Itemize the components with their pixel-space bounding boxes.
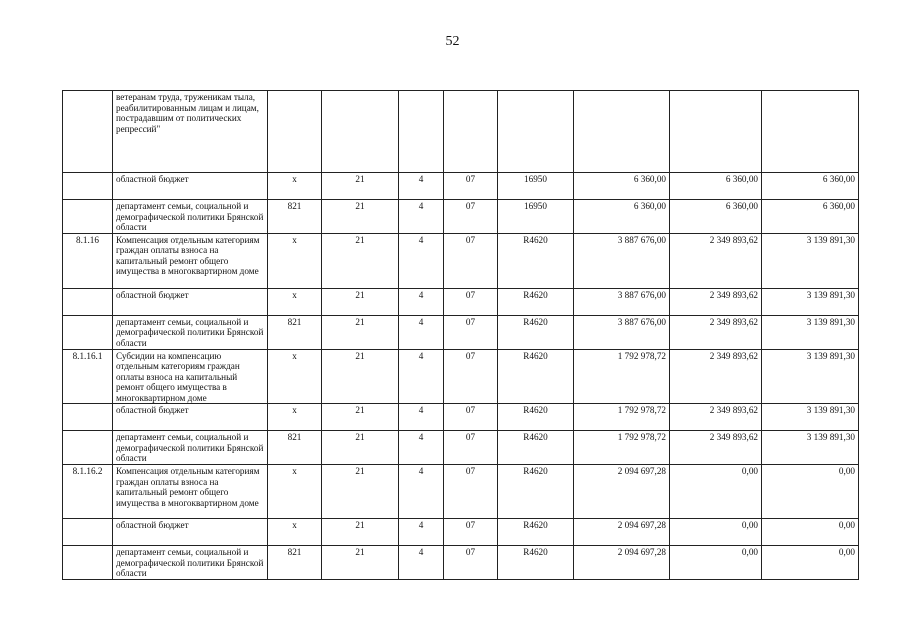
cell-code: R4620 xyxy=(498,404,574,431)
row-number xyxy=(63,431,113,465)
cell-pr: 4 xyxy=(399,315,444,349)
cell-grbs: х xyxy=(268,288,322,315)
cell-amount-1: 6 360,00 xyxy=(574,173,670,200)
cell-amount-1: 6 360,00 xyxy=(574,200,670,234)
cell-csr: 07 xyxy=(444,173,498,200)
cell-amount-3: 0,00 xyxy=(762,519,859,546)
cell-code: R4620 xyxy=(498,288,574,315)
table-row xyxy=(63,200,859,234)
row-number xyxy=(63,91,113,173)
cell-csr: 07 xyxy=(444,465,498,519)
cell-amount-3 xyxy=(762,91,859,173)
cell-csr xyxy=(444,91,498,173)
row-description: областной бюджет xyxy=(113,288,268,315)
cell-code: R4620 xyxy=(498,315,574,349)
cell-amount-3: 0,00 xyxy=(762,465,859,519)
cell-amount-3: 6 360,00 xyxy=(762,173,859,200)
row-number: 8.1.16.2 xyxy=(63,465,113,519)
table-row xyxy=(63,288,859,315)
cell-code: R4620 xyxy=(498,546,574,580)
cell-grbs: 821 xyxy=(268,546,322,580)
table-row xyxy=(63,233,859,288)
cell-csr: 07 xyxy=(444,519,498,546)
cell-csr: 07 xyxy=(444,546,498,580)
cell-pr: 4 xyxy=(399,233,444,288)
row-number xyxy=(63,288,113,315)
cell-pr: 4 xyxy=(399,173,444,200)
cell-code: R4620 xyxy=(498,233,574,288)
table-row xyxy=(63,349,859,404)
cell-rz: 21 xyxy=(322,349,399,404)
cell-code: 16950 xyxy=(498,173,574,200)
cell-pr: 4 xyxy=(399,200,444,234)
row-number xyxy=(63,200,113,234)
cell-amount-1: 3 887 676,00 xyxy=(574,233,670,288)
cell-rz: 21 xyxy=(322,200,399,234)
cell-rz xyxy=(322,91,399,173)
row-description: департамент семьи, социальной и демографической политики Брянской области xyxy=(113,431,268,465)
cell-pr: 4 xyxy=(399,288,444,315)
cell-amount-2: 2 349 893,62 xyxy=(670,233,762,288)
cell-amount-1: 1 792 978,72 xyxy=(574,431,670,465)
cell-csr: 07 xyxy=(444,200,498,234)
cell-code: R4620 xyxy=(498,431,574,465)
cell-code xyxy=(498,91,574,173)
cell-grbs: х xyxy=(268,233,322,288)
page-number: 52 xyxy=(445,34,460,49)
row-description: Субсидии на компенсацию отдельным категориям граждан оплаты взноса на капитальный ремонт общего имущества в многоквартирном доме xyxy=(113,349,268,404)
cell-amount-2 xyxy=(670,91,762,173)
cell-pr xyxy=(399,91,444,173)
table-row xyxy=(63,546,859,580)
cell-code: 16950 xyxy=(498,200,574,234)
table-row xyxy=(63,431,859,465)
cell-amount-2: 6 360,00 xyxy=(670,200,762,234)
row-description: областной бюджет xyxy=(113,173,268,200)
cell-code: R4620 xyxy=(498,349,574,404)
cell-amount-3: 3 139 891,30 xyxy=(762,404,859,431)
row-description: департамент семьи, социальной и демографической политики Брянской области xyxy=(113,200,268,234)
cell-rz: 21 xyxy=(322,465,399,519)
cell-grbs xyxy=(268,91,322,173)
budget-table xyxy=(62,90,859,580)
cell-amount-1 xyxy=(574,91,670,173)
cell-csr: 07 xyxy=(444,404,498,431)
cell-amount-2: 0,00 xyxy=(670,465,762,519)
row-number xyxy=(63,173,113,200)
cell-amount-1: 3 887 676,00 xyxy=(574,315,670,349)
table-row xyxy=(63,315,859,349)
cell-amount-3: 6 360,00 xyxy=(762,200,859,234)
cell-rz: 21 xyxy=(322,315,399,349)
row-description: ветеранам труда, труженикам тыла, реабилитированным лицам и лицам, пострадавшим от политических репрессий" xyxy=(113,91,268,173)
cell-rz: 21 xyxy=(322,431,399,465)
cell-rz: 21 xyxy=(322,233,399,288)
cell-pr: 4 xyxy=(399,519,444,546)
cell-grbs: х xyxy=(268,519,322,546)
cell-amount-1: 2 094 697,28 xyxy=(574,519,670,546)
row-description: Компенсация отдельным категориям граждан оплаты взноса на капитальный ремонт общего имущества в многоквартирном доме xyxy=(113,465,268,519)
cell-pr: 4 xyxy=(399,431,444,465)
row-number xyxy=(63,546,113,580)
cell-rz: 21 xyxy=(322,519,399,546)
cell-amount-3: 3 139 891,30 xyxy=(762,233,859,288)
cell-csr: 07 xyxy=(444,431,498,465)
cell-amount-1: 2 094 697,28 xyxy=(574,465,670,519)
row-description: департамент семьи, социальной и демографической политики Брянской области xyxy=(113,546,268,580)
cell-rz: 21 xyxy=(322,173,399,200)
cell-amount-1: 3 887 676,00 xyxy=(574,288,670,315)
cell-amount-3: 3 139 891,30 xyxy=(762,349,859,404)
cell-pr: 4 xyxy=(399,546,444,580)
row-description: департамент семьи, социальной и демографической политики Брянской области xyxy=(113,315,268,349)
row-description: областной бюджет xyxy=(113,404,268,431)
cell-amount-1: 2 094 697,28 xyxy=(574,546,670,580)
cell-pr: 4 xyxy=(399,404,444,431)
cell-csr: 07 xyxy=(444,233,498,288)
cell-amount-2: 0,00 xyxy=(670,546,762,580)
cell-csr: 07 xyxy=(444,315,498,349)
cell-rz: 21 xyxy=(322,404,399,431)
cell-amount-3: 3 139 891,30 xyxy=(762,288,859,315)
cell-code: R4620 xyxy=(498,465,574,519)
row-description: Компенсация отдельным категориям граждан оплаты взноса на капитальный ремонт общего имущества в многоквартирном доме xyxy=(113,233,268,288)
row-number xyxy=(63,519,113,546)
cell-grbs: 821 xyxy=(268,315,322,349)
table-row xyxy=(63,465,859,519)
cell-amount-2: 2 349 893,62 xyxy=(670,431,762,465)
row-number xyxy=(63,404,113,431)
cell-amount-1: 1 792 978,72 xyxy=(574,404,670,431)
cell-rz: 21 xyxy=(322,546,399,580)
row-number: 8.1.16.1 xyxy=(63,349,113,404)
cell-amount-2: 2 349 893,62 xyxy=(670,288,762,315)
cell-amount-3: 3 139 891,30 xyxy=(762,431,859,465)
table-row xyxy=(63,519,859,546)
cell-amount-2: 2 349 893,62 xyxy=(670,349,762,404)
table-row xyxy=(63,404,859,431)
cell-csr: 07 xyxy=(444,288,498,315)
cell-grbs: х xyxy=(268,465,322,519)
table-row xyxy=(63,173,859,200)
cell-grbs: х xyxy=(268,404,322,431)
cell-grbs: 821 xyxy=(268,431,322,465)
cell-grbs: х xyxy=(268,349,322,404)
cell-grbs: х xyxy=(268,173,322,200)
cell-code: R4620 xyxy=(498,519,574,546)
cell-amount-2: 6 360,00 xyxy=(670,173,762,200)
cell-pr: 4 xyxy=(399,349,444,404)
table-row xyxy=(63,91,859,173)
cell-amount-2: 2 349 893,62 xyxy=(670,315,762,349)
row-number xyxy=(63,315,113,349)
row-description: областной бюджет xyxy=(113,519,268,546)
cell-amount-3: 3 139 891,30 xyxy=(762,315,859,349)
cell-amount-1: 1 792 978,72 xyxy=(574,349,670,404)
cell-amount-2: 2 349 893,62 xyxy=(670,404,762,431)
cell-csr: 07 xyxy=(444,349,498,404)
cell-grbs: 821 xyxy=(268,200,322,234)
cell-rz: 21 xyxy=(322,288,399,315)
row-number: 8.1.16 xyxy=(63,233,113,288)
cell-amount-2: 0,00 xyxy=(670,519,762,546)
cell-amount-3: 0,00 xyxy=(762,546,859,580)
cell-pr: 4 xyxy=(399,465,444,519)
